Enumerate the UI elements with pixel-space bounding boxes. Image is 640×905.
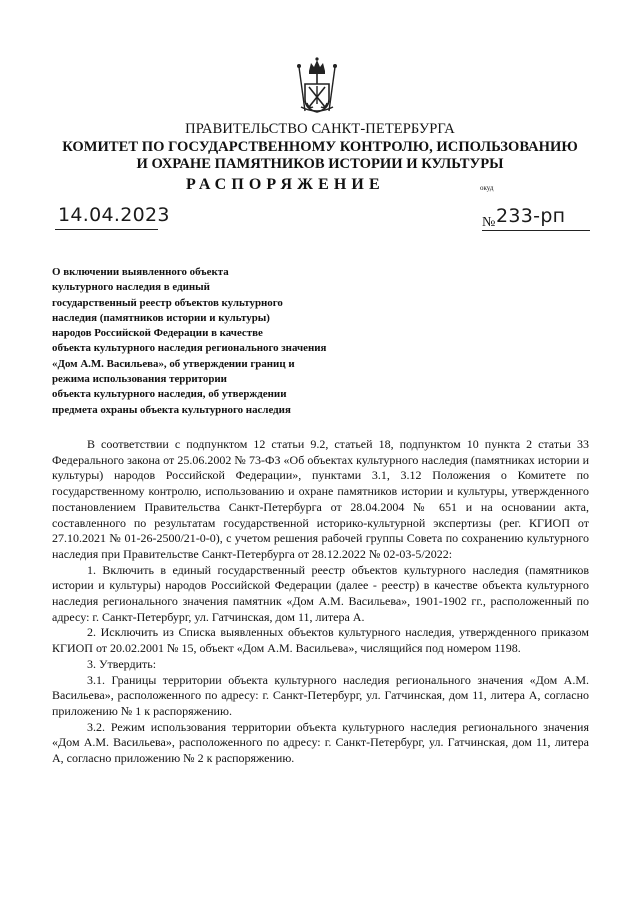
item-3-paragraph: 3. Утвердить: — [87, 656, 157, 671]
item-1-paragraph: 1. Включить в единый государственный реестр объектов культурного наследия (памятников истории и культуры) народов Российской Федерации (далее - реестр) в качестве объекта культурного наследия регионального значения памятник «Дом А.М. Васильева», 1901-1902 гг., расположенный по адресу: г. Санкт-Петербург, ул. Гатчинская, дом 11, литера А. — [52, 562, 589, 624]
preamble-paragraph: В соответствии с подпунктом 12 статьи 9.2, статьей 18, подпунктом 10 пункта 2 статьи 33 Федерального закона от 25.06.2002 № 73-ФЗ «Об объектах культурного наследия (памятниках истории и культуры) народов Российской Федерации», пунктами 3.1, 3.12 Положения о Комитете по государственному контролю, использованию и охране памятников истории и культуры, утвержденного постановлением Правительства Санкт-Петербурга от 28.04.2004 № 651 и на основании акта, составленного по результатам государственной историко-культурной экспертизы (рег. КГИОП от 27.10.2021 № 01-26-2500/21-0-0), с учетом решения рабочей группы Совета по сохранению культурного наследия при Правительстве Санкт-Петербурга от 28.12.2022 № 02-03-5/2022: — [52, 437, 589, 561]
subject-line: народов Российской Федерации в качестве — [52, 327, 263, 340]
committee-name — [0, 139, 640, 173]
subject-line: культурного наследия в единый — [52, 281, 210, 294]
subject-line: режима использования территории — [52, 373, 227, 386]
subject-line: государственный реестр объектов культурного — [52, 296, 283, 309]
subject-line: наследия (памятников истории и культуры) — [52, 311, 270, 324]
committee-name-line2: И ОХРАНЕ ПАМЯТНИКОВ ИСТОРИИ И КУЛЬТУРЫ — [136, 156, 504, 172]
okud-label: окуд — [480, 184, 494, 192]
item-2-paragraph: 2. Исключить из Списка выявленных объектов культурного наследия, утвержденного приказом КГИОП от 20.02.2001 № 15, объект «Дом А.М. Васильева», числящийся под номером 1198. — [52, 625, 589, 656]
number-sign: № — [482, 215, 496, 230]
subject-line: объекта культурного наследия регионального значения — [52, 342, 327, 355]
subject-line: предмета охраны объекта культурного наследия — [52, 403, 291, 416]
subject-line: «Дом А.М. Васильева», об утверждении границ и — [52, 357, 295, 370]
order-subject — [52, 265, 382, 418]
government-title: ПРАВИТЕЛЬСТВО САНКТ-ПЕТЕРБУРГА — [185, 121, 455, 137]
order-body — [52, 437, 589, 767]
coat-of-arms-icon — [293, 57, 341, 115]
order-date: 14.04.2023 — [58, 204, 170, 226]
document-type: РАСПОРЯЖЕНИЕ — [186, 176, 385, 193]
committee-name-line1: КОМИТЕТ ПО ГОСУДАРСТВЕННОМУ КОНТРОЛЮ, ИСПОЛЬЗОВАНИЮ — [62, 139, 578, 155]
item-3-1-paragraph: 3.1. Границы территории объекта культурного наследия регионального значения «Дом А.М. Васильева», расположенного по адресу: г. Санкт-Петербург, ул. Гатчинская, дом 11, литера А, согласно приложению № 1 к распоряжению. — [52, 672, 589, 718]
subject-line: объекта культурного наследия, об утверждении — [52, 388, 287, 401]
item-3-2-paragraph: 3.2. Режим использования территории объекта культурного наследия регионального значения «Дом А.М. Васильева», расположенного по адресу: г. Санкт-Петербург, ул. Гатчинская, дом 11, литера А, согласно приложению № 2 к распоряжению. — [52, 719, 589, 766]
number-underline — [482, 230, 590, 231]
order-number: 233-рп — [496, 205, 566, 227]
date-underline — [55, 229, 158, 230]
subject-line: О включении выявленного объекта — [52, 266, 229, 278]
